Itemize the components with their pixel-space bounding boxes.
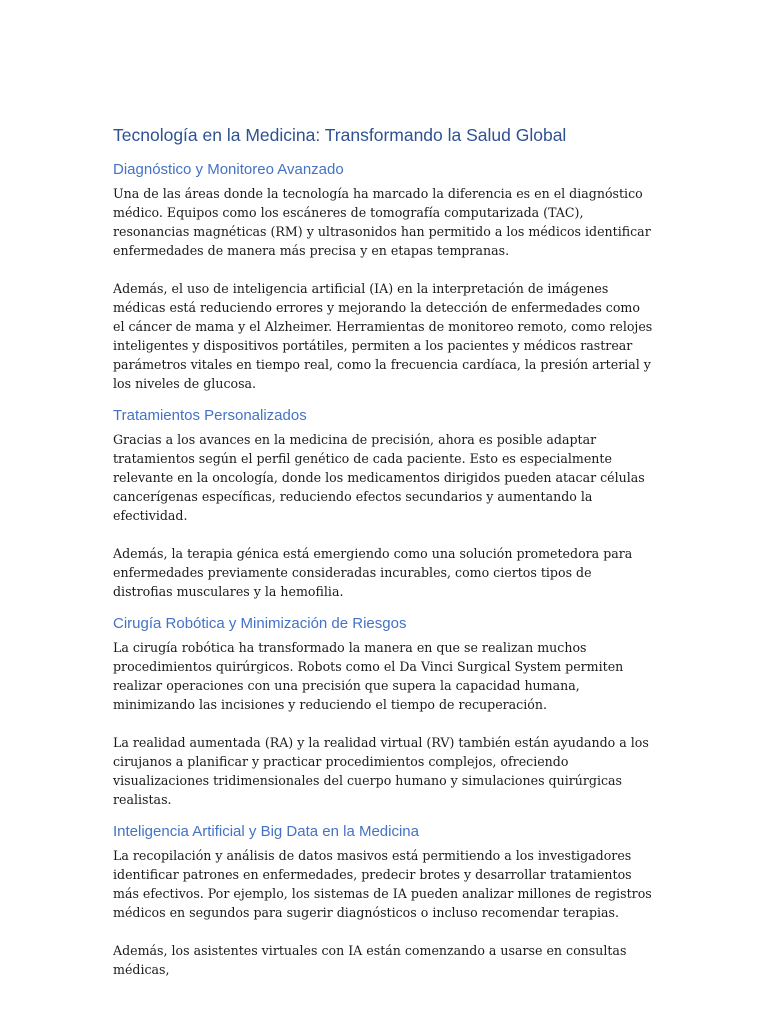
section-cirugia (113, 614, 653, 809)
section-diagnostico (113, 160, 653, 393)
paragraph: Además, los asistentes virtuales con IA están comenzando a usarse en consultas médicas, (113, 943, 627, 977)
paragraph: La cirugía robótica ha transformado la manera en que se realizan muchos procedimientos quirúrgicos. Robots como el Da Vinci Surgical System permiten realizar operaciones con una precisión que supera la capacidad humana, minimizando las incisiones y reduciendo el tiempo de recuperación. (113, 640, 624, 712)
document-body (113, 124, 653, 979)
paragraph: Además, la terapia génica está emergiendo como una solución prometedora para enfermedades previamente consideradas incurables, como ciertos tipos de distrofias musculares y la hemofilia. (113, 546, 633, 599)
document-title: Tecnología en la Medicina: Transformando la Salud Global (113, 125, 567, 145)
section-heading: Diagnóstico y Monitoreo Avanzado (113, 161, 344, 178)
paragraph: Además, el uso de inteligencia artificial (IA) en la interpretación de imágenes médicas está reduciendo errores y mejorando la detección de enfermedades como el cáncer de mama y el Alzheimer. Herramientas de monitoreo remoto, como relojes inteligentes y dispositivos portátiles, permiten a los pacientes y médicos rastrear parámetros vitales en tiempo real, como la frecuencia cardíaca, la presión arterial y los niveles de glucosa. (113, 281, 653, 391)
paragraph: La realidad aumentada (RA) y la realidad virtual (RV) también están ayudando a los cirujanos a planificar y practicar procedimientos complejos, ofreciendo visualizaciones tridimensionales del cuerpo humano y simulaciones quirúrgicas realistas. (113, 735, 649, 807)
paragraph: La recopilación y análisis de datos masivos está permitiendo a los investigadores identificar patrones en enfermedades, predecir brotes y desarrollar tratamientos más efectivos. Por ejemplo, los sistemas de IA pueden analizar millones de registros médicos en segundos para sugerir diagnósticos o incluso recomendar terapias. (113, 848, 652, 920)
paragraph: Gracias a los avances en la medicina de precisión, ahora es posible adaptar tratamientos según el perfil genético de cada paciente. Esto es especialmente relevante en la oncología, donde los medicamentos dirigidos pueden atacar células cancerígenas específicas, reduciendo efectos secundarios y aumentando la efectividad. (113, 432, 645, 523)
section-tratamientos (113, 406, 653, 601)
section-ia-big-data (113, 822, 653, 979)
paragraph: Una de las áreas donde la tecnología ha marcado la diferencia es en el diagnóstico médico. Equipos como los escáneres de tomografía computarizada (TAC), resonancias magnéticas (RM) y ultrasonidos han permitido a los médicos identificar enfermedades de manera más precisa y en etapas tempranas. (113, 186, 651, 258)
section-heading: Cirugía Robótica y Minimización de Riesgos (113, 615, 407, 632)
section-heading: Inteligencia Artificial y Big Data en la Medicina (113, 823, 419, 840)
section-heading: Tratamientos Personalizados (113, 407, 307, 424)
